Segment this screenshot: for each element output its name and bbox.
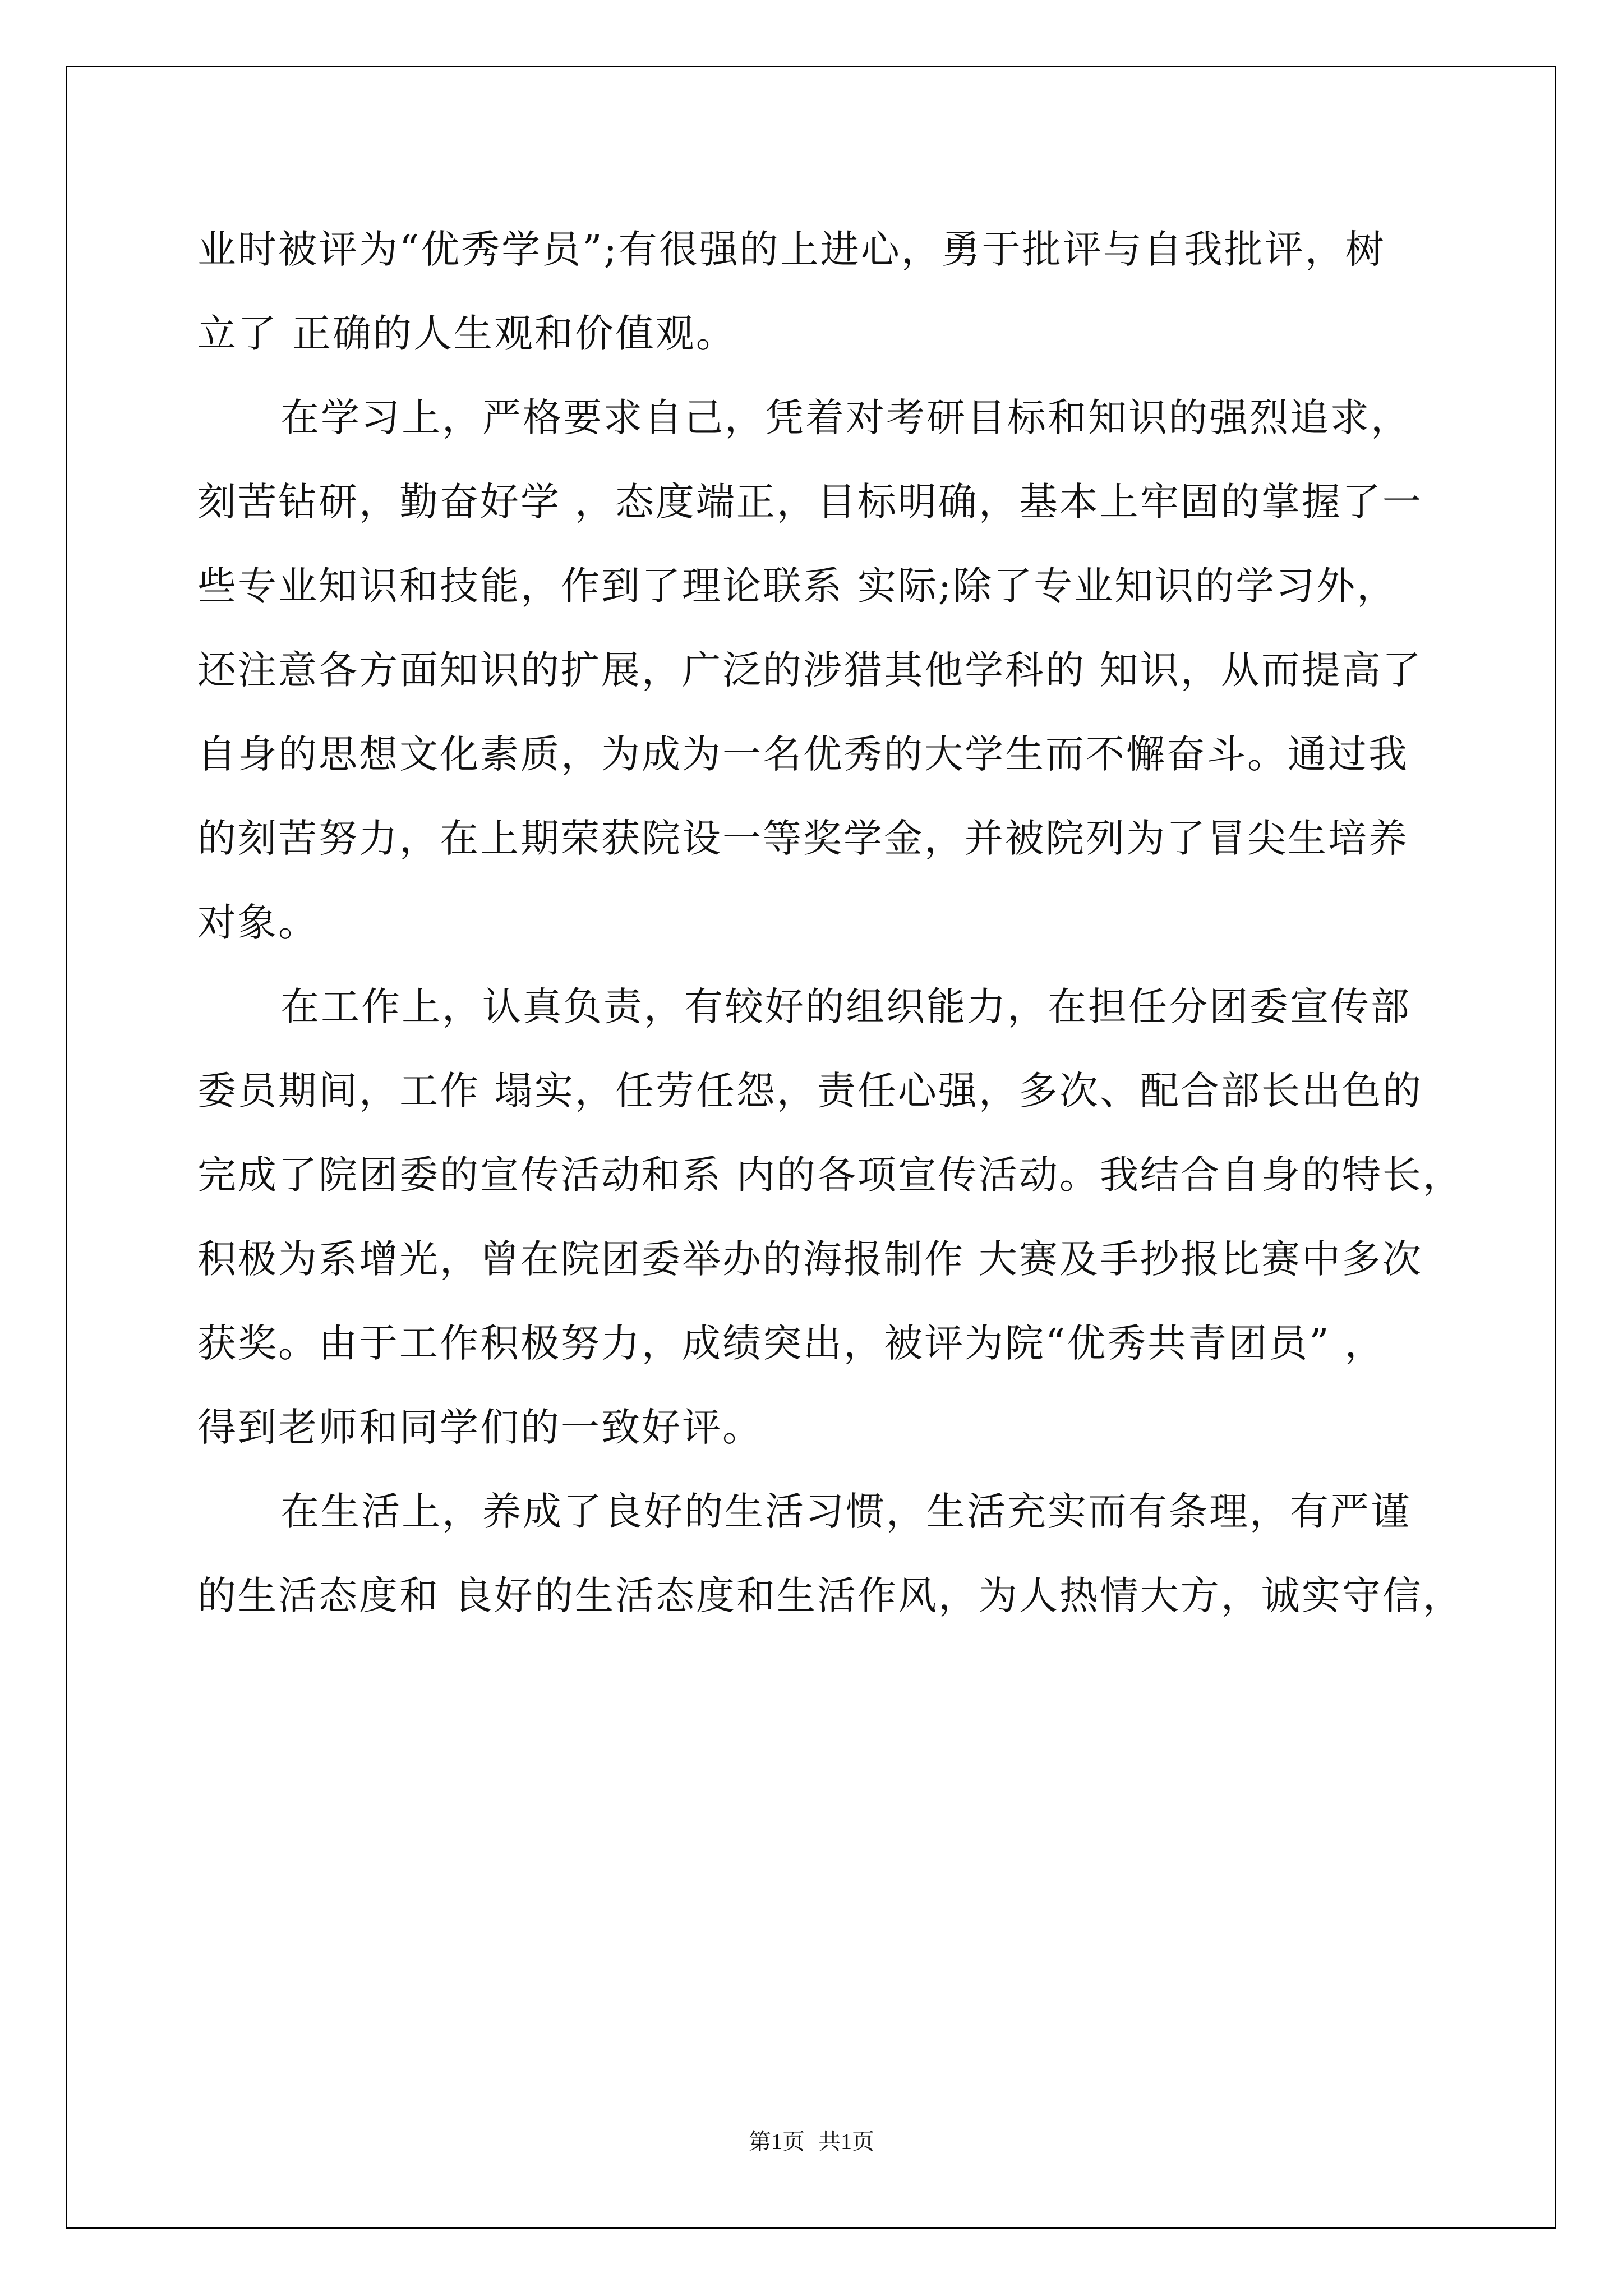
text-line: 的刻苦努力，在上期荣获院设一等奖学金，并被院列为了冒尖生培养: [197, 816, 1409, 861]
text-line: 业时被评为“优秀学员”;有很强的上进心，勇于批评与自我批评，树: [197, 227, 1386, 272]
text-line: 得到老师和同学们的一致好评。: [197, 1405, 763, 1450]
paragraph-start-line: 在学习上，严格要求自己，凭着对考研目标和知识的强烈追求，: [280, 395, 1411, 440]
text-line: 对象。: [197, 900, 319, 945]
text-line: 些专业知识和技能，作到了理论联系 实际;除了专业知识的学习外，: [197, 564, 1398, 609]
page-number-footer: 第1页 共1页: [749, 2129, 874, 2154]
text-line: 的生活态度和 良好的生活态度和生活作风，为人热情大方，诚实守信，: [197, 1573, 1463, 1618]
text-line: 获奖。由于工作积极努力，成绩突出，被评为院“优秀共青团员” ，: [197, 1321, 1385, 1366]
paragraph-start-line: 在生活上，养成了良好的生活习惯，生活充实而有条理，有严谨: [280, 1489, 1411, 1534]
text-line: 完成了院团委的宣传活动和系 内的各项宣传活动。我结合自身的特长，: [197, 1153, 1463, 1198]
paragraph-start-line: 在工作上，认真负责，有较好的组织能力，在担任分团委宣传部: [280, 984, 1411, 1029]
text-line: 立了 正确的人生观和价值观。: [197, 311, 736, 356]
text-line: 还注意各方面知识的扩展，广泛的涉猎其他学科的 知识，从而提高了: [197, 648, 1423, 693]
text-line: 积极为系增光，曾在院团委举办的海报制作 大赛及手抄报比赛中多次: [197, 1237, 1423, 1282]
text-line: 刻苦钻研，勤奋好学 ，态度端正，目标明确，基本上牢固的掌握了一: [197, 480, 1423, 524]
text-line: 委员期间，工作 塌实，任劳任怨，责任心强，多次、配合部长出色的: [197, 1069, 1423, 1114]
text-line: 自身的思想文化素质，为成为一名优秀的大学生而不懈奋斗。通过我: [197, 732, 1409, 777]
